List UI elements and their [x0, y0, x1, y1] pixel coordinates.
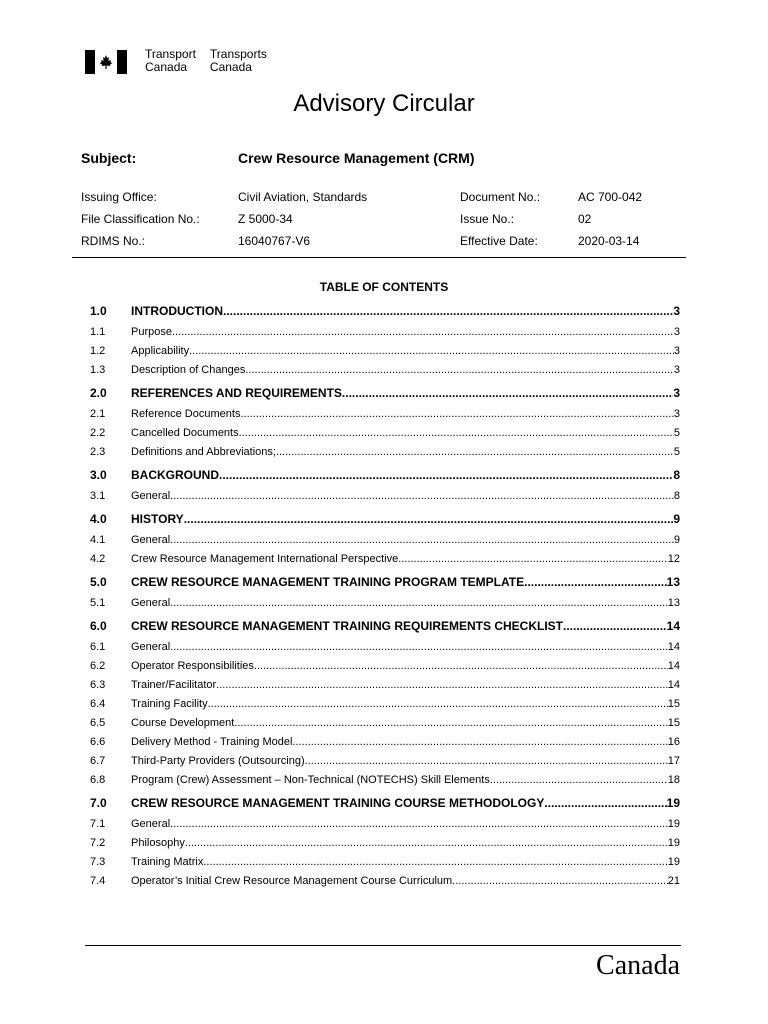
- toc-entry[interactable]: [90, 792, 680, 815]
- toc-entry-page: 14: [666, 619, 680, 633]
- toc-entry-page: 5: [673, 446, 680, 458]
- toc-entry-title: Training Matrix: [131, 856, 204, 868]
- toc-leader-dots: [216, 676, 668, 695]
- toc-entry-page: 3: [673, 386, 680, 400]
- toc-entry-page: 14: [667, 660, 680, 672]
- transport-canada-logo: [85, 48, 281, 74]
- toc-entry-number: 2.3: [90, 446, 106, 458]
- toc-entry-title: BACKGROUND: [131, 468, 219, 482]
- toc-leader-dots: [172, 323, 674, 342]
- meta-label: Issue No.:: [460, 212, 515, 226]
- subject-value: Crew Resource Management (CRM): [238, 150, 475, 166]
- toc-leader-dots: [276, 443, 674, 462]
- toc-entry-title: General: [131, 641, 171, 653]
- toc-entry-number: 7.3: [90, 856, 106, 868]
- toc-entry-title: Course Development: [131, 717, 235, 729]
- toc-entry-title: Crew Resource Management International Perspective: [131, 553, 399, 565]
- toc-entry[interactable]: [90, 550, 680, 569]
- toc-entry-page: 19: [667, 818, 680, 830]
- toc-leader-dots: [170, 487, 674, 506]
- toc-entry-number: 1.2: [90, 345, 106, 357]
- toc-entry-title: Program (Crew) Assessment – Non-Technical (NOTECHS) Skill Elements: [131, 774, 490, 786]
- toc-entry[interactable]: [90, 872, 680, 891]
- toc-entry-number: 2.0: [90, 386, 107, 400]
- toc-entry-number: 6.0: [90, 619, 107, 633]
- toc-entry-title: CREW RESOURCE MANAGEMENT TRAINING PROGRAM TEMPLATE: [131, 575, 525, 589]
- toc-entry-number: 6.7: [90, 755, 106, 767]
- toc-leader-dots: [203, 853, 667, 872]
- toc-entry-number: 7.1: [90, 818, 106, 830]
- toc-entry-number: 2.1: [90, 408, 106, 420]
- toc-leader-dots: [398, 550, 668, 569]
- toc-entry[interactable]: [90, 615, 680, 638]
- toc-entry[interactable]: [90, 405, 680, 424]
- metadata-row: [81, 190, 701, 212]
- toc-entry[interactable]: [90, 733, 680, 752]
- toc-entry-number: 1.3: [90, 364, 106, 376]
- toc-entry-number: 6.4: [90, 698, 106, 710]
- document-metadata: [81, 190, 701, 256]
- toc-entry[interactable]: [90, 571, 680, 594]
- meta-value: 16040767-V6: [238, 234, 311, 248]
- toc-entry-number: 7.2: [90, 837, 106, 849]
- meta-label: RDIMS No.:: [81, 234, 146, 248]
- toc-entry[interactable]: [90, 323, 680, 342]
- footer-divider: [85, 945, 681, 946]
- toc-entry-page: 19: [667, 837, 680, 849]
- toc-leader-dots: [342, 382, 673, 405]
- toc-entry-page: 19: [667, 856, 680, 868]
- metadata-row: [81, 234, 701, 256]
- toc-entry[interactable]: [90, 464, 680, 487]
- toc-entry[interactable]: [90, 424, 680, 443]
- toc-title: TABLE OF CONTENTS: [319, 280, 449, 294]
- toc-entry-title: REFERENCES AND REQUIREMENTS: [131, 386, 342, 400]
- toc-entry-number: 1.1: [90, 326, 106, 338]
- toc-entry[interactable]: [90, 594, 680, 613]
- meta-value: 02: [578, 212, 592, 226]
- toc-entry[interactable]: [90, 771, 680, 790]
- toc-entry[interactable]: [90, 638, 680, 657]
- toc-entry-number: 4.0: [90, 512, 107, 526]
- toc-entry-page: 3: [673, 345, 680, 357]
- toc-leader-dots: [185, 834, 668, 853]
- toc-leader-dots: [452, 872, 668, 891]
- toc-entry-number: 2.2: [90, 427, 106, 439]
- toc-entry-number: 6.6: [90, 736, 106, 748]
- toc-entry-number: 7.4: [90, 875, 106, 887]
- toc-entry-page: 21: [667, 875, 680, 887]
- toc-entry-page: 9: [673, 534, 680, 546]
- document-title: Advisory Circular: [293, 90, 475, 117]
- toc-entry-title: INTRODUCTION: [131, 304, 223, 318]
- subject-label: Subject:: [81, 150, 137, 166]
- meta-label: Effective Date:: [460, 234, 538, 248]
- toc-entry-page: 17: [667, 755, 680, 767]
- toc-leader-dots: [170, 531, 674, 550]
- toc-entry-title: HISTORY: [131, 512, 184, 526]
- toc-leader-dots: [305, 752, 668, 771]
- toc-leader-dots: [234, 714, 667, 733]
- toc-entry-page: 5: [673, 427, 680, 439]
- toc-entry-title: Operator’s Initial Crew Resource Management Course Curriculum: [131, 875, 453, 887]
- toc-entry-number: 6.3: [90, 679, 106, 691]
- toc-entry-title: Operator Responsibilities: [131, 660, 254, 672]
- toc-leader-dots: [170, 638, 668, 657]
- toc-entry-page: 3: [673, 304, 680, 318]
- toc-entry[interactable]: [90, 695, 680, 714]
- toc-entry[interactable]: [90, 752, 680, 771]
- toc-entry-page: 12: [667, 553, 680, 565]
- toc-entry-title: CREW RESOURCE MANAGEMENT TRAINING COURSE METHODOLOGY: [131, 796, 545, 810]
- toc-entry-number: 6.5: [90, 717, 106, 729]
- toc-entry-title: Reference Documents: [131, 408, 241, 420]
- toc-entry-title: Definitions and Abbreviations;: [131, 446, 276, 458]
- toc-leader-dots: [170, 815, 668, 834]
- toc-entry-page: 3: [673, 364, 680, 376]
- toc-entry-number: 4.2: [90, 553, 106, 565]
- toc-entry-title: Purpose: [131, 326, 172, 338]
- toc-entry-page: 13: [667, 597, 680, 609]
- toc-entry[interactable]: [90, 676, 680, 695]
- toc-entry-page: 15: [667, 698, 680, 710]
- toc-leader-dots: [189, 342, 674, 361]
- toc-entry-title: Philosophy: [131, 837, 185, 849]
- toc-entry[interactable]: [90, 714, 680, 733]
- meta-label: Issuing Office:: [81, 190, 157, 204]
- toc-entry-title: Trainer/Facilitator: [131, 679, 217, 691]
- toc-entry[interactable]: [90, 342, 680, 361]
- meta-value: Z 5000-34: [238, 212, 293, 226]
- toc-entry-page: 13: [666, 575, 680, 589]
- canada-flag-icon: [85, 50, 127, 74]
- meta-label: Document No.:: [460, 190, 541, 204]
- toc-entry[interactable]: [90, 815, 680, 834]
- metadata-row: [81, 212, 701, 234]
- toc-entry-page: 8: [673, 490, 680, 502]
- toc-leader-dots: [563, 615, 667, 638]
- toc-entry[interactable]: [90, 508, 680, 531]
- toc-entry-title: General: [131, 490, 171, 502]
- toc-entry-number: 1.0: [90, 304, 107, 318]
- toc-entry-title: Description of Changes: [131, 364, 246, 376]
- toc-leader-dots: [245, 361, 674, 380]
- toc-entry-title: Delivery Method - Training Model: [131, 736, 293, 748]
- toc-entry[interactable]: [90, 531, 680, 550]
- toc-entry-number: 5.0: [90, 575, 107, 589]
- toc-entry-number: 3.0: [90, 468, 107, 482]
- toc-leader-dots: [170, 594, 668, 613]
- dept-name-en-1: Transport: [145, 47, 196, 61]
- toc-leader-dots: [490, 771, 668, 790]
- meta-value: 2020-03-14: [578, 234, 640, 248]
- header-divider: [72, 257, 686, 258]
- toc-entry-number: 4.1: [90, 534, 106, 546]
- toc-entry-number: 7.0: [90, 796, 107, 810]
- meta-label: File Classification No.:: [81, 212, 200, 226]
- toc-entry-title: Training Facility: [131, 698, 208, 710]
- toc-entry-number: 3.1: [90, 490, 106, 502]
- toc-entry-number: 6.1: [90, 641, 106, 653]
- toc-entry-page: 15: [667, 717, 680, 729]
- toc-entry-page: 8: [673, 468, 680, 482]
- meta-value: AC 700-042: [578, 190, 643, 204]
- toc-entry[interactable]: [90, 382, 680, 405]
- toc-entry[interactable]: [90, 834, 680, 853]
- toc-entry-page: 14: [667, 641, 680, 653]
- toc-entry-page: 9: [673, 512, 680, 526]
- toc-entry-title: General: [131, 534, 171, 546]
- toc-entry-title: General: [131, 818, 171, 830]
- toc-leader-dots: [240, 405, 673, 424]
- toc-entry-page: 18: [667, 774, 680, 786]
- dept-name-fr-2: Canada: [209, 60, 252, 74]
- toc-entry-title: CREW RESOURCE MANAGEMENT TRAINING REQUIREMENTS CHECKLIST: [131, 619, 564, 633]
- toc-leader-dots: [208, 695, 668, 714]
- toc-entry-number: 5.1: [90, 597, 106, 609]
- toc-entry[interactable]: [90, 300, 680, 323]
- table-of-contents: [90, 298, 680, 891]
- toc-entry-title: Applicability: [131, 345, 190, 357]
- toc-leader-dots: [223, 300, 673, 323]
- toc-entry-title: Cancelled Documents: [131, 427, 239, 439]
- toc-leader-dots: [292, 733, 667, 752]
- toc-entry[interactable]: [90, 853, 680, 872]
- toc-leader-dots: [544, 792, 666, 815]
- toc-entry-page: 19: [666, 796, 680, 810]
- toc-entry[interactable]: [90, 361, 680, 380]
- toc-entry-number: 6.8: [90, 774, 106, 786]
- toc-entry[interactable]: [90, 487, 680, 506]
- toc-leader-dots: [524, 571, 667, 594]
- toc-entry-page: 16: [667, 736, 680, 748]
- toc-entry-page: 14: [667, 679, 680, 691]
- toc-entry-title: General: [131, 597, 171, 609]
- toc-leader-dots: [239, 424, 674, 443]
- toc-entry[interactable]: [90, 657, 680, 676]
- toc-entry-number: 6.2: [90, 660, 106, 672]
- toc-entry[interactable]: [90, 443, 680, 462]
- dept-name-fr-1: Transports: [209, 47, 267, 61]
- toc-leader-dots: [219, 464, 673, 487]
- toc-leader-dots: [254, 657, 668, 676]
- toc-entry-page: 3: [673, 326, 680, 338]
- toc-entry-page: 3: [673, 408, 680, 420]
- dept-name-en-2: Canada: [145, 60, 188, 74]
- toc-leader-dots: [184, 508, 674, 531]
- canada-wordmark: Canada: [596, 950, 680, 981]
- toc-entry-title: Third-Party Providers (Outsourcing): [131, 755, 305, 767]
- meta-value: Civil Aviation, Standards: [238, 190, 368, 204]
